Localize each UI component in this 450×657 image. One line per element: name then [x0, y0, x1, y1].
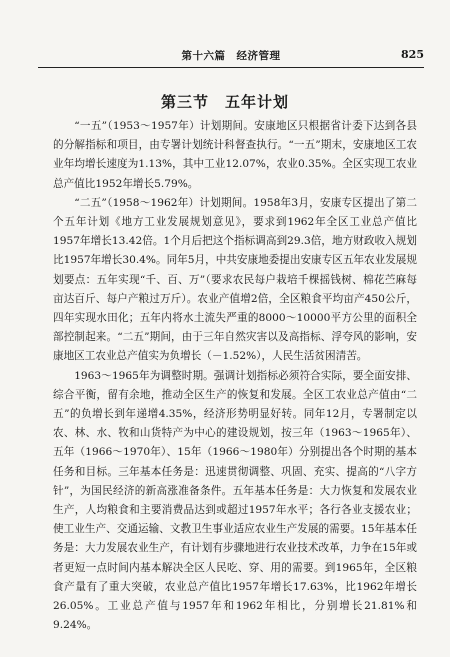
- paragraph-second-five-year-plan: “二五”（1958～1962年）计划期间。1958年3月，安康专区提出了第二个五年计划《地方工业发展规划意见》，要求到1962年全区工业总产值比1957年增长13.42倍。1个月后把这个指标调高到29.3倍，地方财政收入规划比1957年增长30.4%。同年5月，中共安康地委提出安康专区五年农业发展规划要点：五年实现“千、百、万”（要求农民每户栽培千棵摇钱树、棉花苎麻每亩达百斤、每户产粮过万斤）。农业产值增2倍，全区粮食平均亩产450公斤，四年实现水田化；五年内将水土流失严重的8000～10000平方公里的面积全部控制起来。“二五”期间，由于三年自然灾害以及高指标、浮夸风的影响，安康地区工农业总产值实为负增长（－1.52%），人民生活贫困清苦。: [53, 196, 417, 363]
- section-title: 第三节 五年计划: [160, 93, 289, 111]
- body-text: [53, 117, 417, 635]
- page-number: 825: [401, 48, 424, 61]
- page-header: [38, 48, 424, 64]
- chapter-heading: 第十六篇 经济管理: [181, 50, 281, 62]
- paragraph-adjustment-period: 1963～1965年为调整时期。强调计划指标必须符合实际，要全面安排、综合平衡，留有余地，推动全区生产的恢复和发展。全区工农业总产值由“二五”的负增长到年递增4.35%，经济形势明显好转。同年12月，专署制定以农、林、水、牧和山货特产为中心的建设规划，按三年（1963～1965年）、五年（1966～1970年）、15年（1966～1980年）分别提出各个时期的基本任务和目标。三年基本任务是：迅速贯彻调整、巩固、充实、提高的“八字方针”，为国民经济的新高涨准备条件。五年基本任务是：大力恢复和发展农业生产，人均粮食和主要消费品达到或超过1957年水平；各行各业支援农业；使工业生产、交通运输、文教卫生事业适应农业生产发展的需要。15年基本任务是：大力发展农业生产，有计划有步骤地进行农业技术改革，力争在15年或者更短一点时间内基本解决全区人民吃、穿、用的需要。到1965年，全区粮食产量有了重大突破，农业总产值比1957年增长17.63%，比1962年增长26.05%。工业总产值与1957年和1962年相比，分别增长21.81%和9.24%。: [53, 369, 417, 632]
- paragraph-first-five-year-plan: “一五”（1953～1957年）计划期间。安康地区只根据省计委下达到各县的分解指标和项目，由专署计划统计科督查执行。“一五”期末，安康地区工农业年均增长速度为1.13%，其中工业12.07%，农业0.35%。全区实现工农业总产值比1952年增长5.79%。: [53, 120, 417, 190]
- header-rule: [38, 67, 424, 68]
